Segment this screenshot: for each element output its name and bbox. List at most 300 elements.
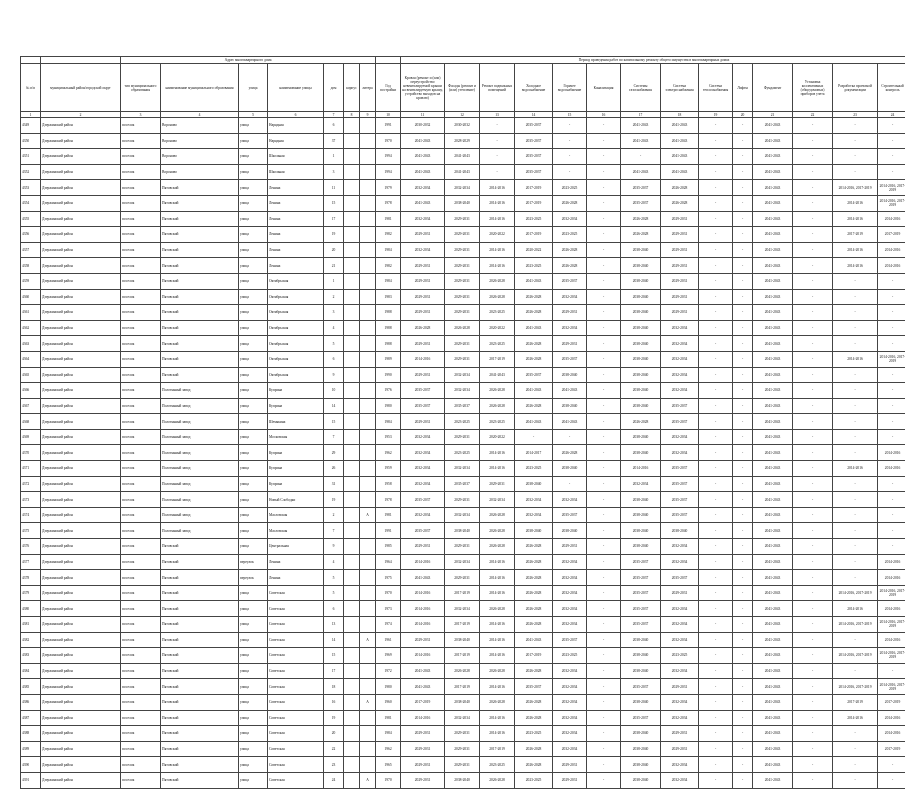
- cell-year: 1984: [376, 414, 401, 430]
- cell-c16: -: [587, 757, 621, 773]
- cell-c21: 2041-2043: [753, 242, 793, 258]
- cell-c12: 2017-2019: [445, 679, 480, 695]
- cell-c21: 2041-2043: [753, 601, 793, 617]
- cell-lit: [360, 320, 376, 336]
- cell-korp: [344, 601, 360, 617]
- cell-lit: [360, 414, 376, 430]
- cell-mname: Пятовский: [161, 679, 239, 695]
- cell-house: 19: [324, 710, 344, 726]
- cell-year: 1980: [376, 679, 401, 695]
- cell-c19: -: [699, 258, 733, 274]
- cell-c19: -: [699, 772, 733, 788]
- cell-street: Масловская: [268, 523, 324, 539]
- cell-c20: -: [733, 227, 753, 243]
- cell-mname: Пятовский: [161, 757, 239, 773]
- cell-c14: -: [515, 429, 553, 445]
- cell-c14: 2026-2028: [515, 601, 553, 617]
- cell-c12: 2029-2031: [445, 305, 480, 321]
- cell-c17: 2035-2037: [621, 710, 661, 726]
- cell-c24: -: [878, 149, 905, 165]
- cell-c21: 2041-2043: [753, 632, 793, 648]
- cell-district: Дзержинский район: [41, 663, 121, 679]
- cell-lit: [360, 118, 376, 134]
- cell-mtype: поселок: [121, 398, 161, 414]
- cell-c20: -: [733, 601, 753, 617]
- cell-korp: [344, 445, 360, 461]
- cell-c19: -: [699, 305, 733, 321]
- cell-c14: 2026-2028: [515, 539, 553, 555]
- cell-c22: -: [793, 351, 833, 367]
- table-row: [21, 648, 905, 664]
- cell-c18: 2029-2031: [661, 211, 699, 227]
- cell-house: 9: [324, 367, 344, 383]
- cell-c17: 2038-2040: [621, 757, 661, 773]
- cell-c24: -: [878, 289, 905, 305]
- cell-district: Дзержинский район: [41, 118, 121, 134]
- cell-korp: [344, 336, 360, 352]
- cell-house: 24: [324, 772, 344, 788]
- cell-c15: 2032-2034: [553, 289, 587, 305]
- cell-c20: -: [733, 118, 753, 134]
- cell-c11: 2041-2043: [401, 133, 445, 149]
- cell-c20: -: [733, 679, 753, 695]
- table-row: [21, 305, 905, 321]
- cell-c17: 2038-2040: [621, 242, 661, 258]
- cell-c12: 2029-2031: [445, 351, 480, 367]
- cell-c15: 2032-2034: [553, 570, 587, 586]
- cell-c16: -: [587, 648, 621, 664]
- cell-c21: 2041-2043: [753, 539, 793, 555]
- cell-c14: 2038-2040: [515, 523, 553, 539]
- cell-c21: 2041-2043: [753, 461, 793, 477]
- cell-c16: -: [587, 227, 621, 243]
- cell-c22: -: [793, 429, 833, 445]
- cell-mname: Полотняный завод: [161, 445, 239, 461]
- cell-mname: Вороново: [161, 133, 239, 149]
- cell-house: 6: [324, 118, 344, 134]
- cell-c14: 2041-2043: [515, 320, 553, 336]
- cell-c19: -: [699, 523, 733, 539]
- cell-c13: 2014-2016: [480, 617, 515, 633]
- cell-c12: 2029-2031: [445, 336, 480, 352]
- cell-id: 4358: [21, 258, 41, 274]
- cell-mname: Пятовский: [161, 772, 239, 788]
- cell-stype: улица: [239, 648, 268, 664]
- cell-c13: 2023-2025: [480, 305, 515, 321]
- cell-c18: 2032-2034: [661, 554, 699, 570]
- cell-mname: Пятовский: [161, 585, 239, 601]
- cell-c19: -: [699, 445, 733, 461]
- cell-c13: 2014-2016: [480, 211, 515, 227]
- cell-c14: 2032-2034: [515, 492, 553, 508]
- cell-c16: -: [587, 367, 621, 383]
- cell-stype: улица: [239, 383, 268, 399]
- cell-mtype: поселок: [121, 679, 161, 695]
- cell-c20: -: [733, 710, 753, 726]
- cell-year: 1953: [376, 429, 401, 445]
- cell-lit: [360, 211, 376, 227]
- cell-street: Советская: [268, 741, 324, 757]
- column-header: муниципальный район/городской округ: [41, 64, 121, 112]
- cell-c22: -: [793, 383, 833, 399]
- cell-c18: 2029-2031: [661, 258, 699, 274]
- table-row: [21, 336, 905, 352]
- cell-c18: 2035-2037: [661, 492, 699, 508]
- table-row: [21, 242, 905, 258]
- cell-c18: 2032-2034: [661, 772, 699, 788]
- cell-c18: 2035-2037: [661, 570, 699, 586]
- cell-c23: -: [833, 507, 878, 523]
- cell-house: 26: [324, 461, 344, 477]
- cell-korp: [344, 118, 360, 134]
- cell-c15: 2029-2031: [553, 772, 587, 788]
- cell-c23: -: [833, 570, 878, 586]
- cell-mtype: поселок: [121, 461, 161, 477]
- cell-c23: -: [833, 398, 878, 414]
- column-header: Разработка проектной документации: [833, 64, 878, 112]
- cell-c11: 2032-2034: [401, 242, 445, 258]
- cell-mtype: поселок: [121, 227, 161, 243]
- cell-c18: 2026-2028: [661, 180, 699, 196]
- cell-c22: -: [793, 164, 833, 180]
- cell-c17: 2035-2037: [621, 180, 661, 196]
- table-row: [21, 133, 905, 149]
- cell-c19: -: [699, 367, 733, 383]
- cell-stype: улица: [239, 601, 268, 617]
- cell-c22: -: [793, 648, 833, 664]
- cell-c21: 2041-2043: [753, 741, 793, 757]
- cell-c17: 2038-2040: [621, 367, 661, 383]
- cell-year: 1975: [376, 570, 401, 586]
- cell-c23: -: [833, 539, 878, 555]
- cell-stype: улица: [239, 258, 268, 274]
- column-number: 4: [161, 112, 239, 118]
- cell-c22: -: [793, 118, 833, 134]
- cell-c16: -: [587, 398, 621, 414]
- cell-id: 4384: [21, 663, 41, 679]
- cell-c21: 2041-2043: [753, 211, 793, 227]
- cell-c16: -: [587, 741, 621, 757]
- cell-c17: 2038-2040: [621, 258, 661, 274]
- cell-c11: 2032-2034: [401, 211, 445, 227]
- cell-c19: -: [699, 351, 733, 367]
- cell-c21: 2041-2043: [753, 180, 793, 196]
- cell-district: Дзержинский район: [41, 398, 121, 414]
- cell-c11: 2014-2016: [401, 601, 445, 617]
- cell-c18: 2029-2031: [661, 242, 699, 258]
- cell-id: 4359: [21, 273, 41, 289]
- cell-c23: 2017-2019: [833, 227, 878, 243]
- cell-stype: улица: [239, 227, 268, 243]
- column-number: 23: [833, 112, 878, 118]
- cell-c19: -: [699, 663, 733, 679]
- cell-district: Дзержинский район: [41, 710, 121, 726]
- cell-year: 1958: [376, 476, 401, 492]
- cell-c15: 2029-2031: [553, 757, 587, 773]
- cell-korp: [344, 149, 360, 165]
- cell-c23: -: [833, 149, 878, 165]
- cell-c14: 2026-2028: [515, 757, 553, 773]
- table-row: [21, 273, 905, 289]
- cell-year: 1973: [376, 601, 401, 617]
- cell-stype: улица: [239, 710, 268, 726]
- cell-c24: 2014-2016: [878, 445, 905, 461]
- cell-mname: Пятовский: [161, 320, 239, 336]
- cell-year: 1979: [376, 180, 401, 196]
- cell-c14: 2026-2028: [515, 351, 553, 367]
- cell-lit: [360, 149, 376, 165]
- cell-c15: -: [553, 118, 587, 134]
- cell-c23: -: [833, 757, 878, 773]
- cell-street: Октябрьская: [268, 289, 324, 305]
- cell-c15: 2023-2025: [553, 227, 587, 243]
- cell-mtype: поселок: [121, 195, 161, 211]
- cell-lit: [360, 336, 376, 352]
- cell-id: 4363: [21, 336, 41, 352]
- cell-district: Дзержинский район: [41, 180, 121, 196]
- cell-korp: [344, 757, 360, 773]
- cell-c18: 2032-2034: [661, 710, 699, 726]
- cell-c22: -: [793, 242, 833, 258]
- column-number: 5: [239, 112, 268, 118]
- cell-c18: 2032-2034: [661, 351, 699, 367]
- cell-c16: -: [587, 726, 621, 742]
- cell-c20: -: [733, 414, 753, 430]
- cell-c24: 2014-2016, 2017-2019: [878, 180, 905, 196]
- cell-c14: 2023-2025: [515, 726, 553, 742]
- cell-year: 1972: [376, 663, 401, 679]
- cell-c21: 2041-2043: [753, 492, 793, 508]
- cell-c13: 2026-2028: [480, 601, 515, 617]
- cell-korp: [344, 133, 360, 149]
- cell-mname: Пятовский: [161, 336, 239, 352]
- cell-c21: 2041-2043: [753, 336, 793, 352]
- cell-c15: 2026-2028: [553, 445, 587, 461]
- cell-house: 23: [324, 757, 344, 773]
- cell-year: 1989: [376, 351, 401, 367]
- cell-c18: 2032-2034: [661, 601, 699, 617]
- cell-c15: 2032-2034: [553, 679, 587, 695]
- cell-c16: -: [587, 258, 621, 274]
- column-number: 7: [324, 112, 344, 118]
- cell-district: Дзержинский район: [41, 570, 121, 586]
- cell-c13: 2026-2028: [480, 523, 515, 539]
- table-row: [21, 118, 905, 134]
- cell-c14: 2026-2028: [515, 305, 553, 321]
- cell-c23: 2014-2016: [833, 710, 878, 726]
- cell-district: Дзержинский район: [41, 242, 121, 258]
- cell-c18: 2035-2037: [661, 414, 699, 430]
- cell-c14: 2023-2025: [515, 211, 553, 227]
- cell-street: Нарядная: [268, 133, 324, 149]
- cell-korp: [344, 772, 360, 788]
- cell-district: Дзержинский район: [41, 211, 121, 227]
- table-row: [21, 554, 905, 570]
- cell-street: Октябрьская: [268, 367, 324, 383]
- cell-c20: -: [733, 507, 753, 523]
- cell-id: 4390: [21, 757, 41, 773]
- cell-c18: 2029-2031: [661, 305, 699, 321]
- cell-mtype: поселок: [121, 539, 161, 555]
- table-row: [21, 289, 905, 305]
- cell-c24: 2014-2016: [878, 554, 905, 570]
- cell-c17: 2038-2040: [621, 632, 661, 648]
- cell-stype: улица: [239, 523, 268, 539]
- cell-c21: 2041-2043: [753, 726, 793, 742]
- cell-c12: 2029-2031: [445, 492, 480, 508]
- cell-house: 22: [324, 741, 344, 757]
- cell-c22: -: [793, 414, 833, 430]
- cell-mname: Пятовский: [161, 601, 239, 617]
- cell-c16: -: [587, 414, 621, 430]
- cell-c16: -: [587, 617, 621, 633]
- cell-house: 18: [324, 679, 344, 695]
- cell-house: 20: [324, 726, 344, 742]
- column-number: 1: [21, 112, 41, 118]
- cell-id: 4386: [21, 694, 41, 710]
- cell-district: Дзержинский район: [41, 414, 121, 430]
- cell-c11: 2014-2016: [401, 585, 445, 601]
- cell-c23: 2014-2016: [833, 211, 878, 227]
- cell-c22: -: [793, 617, 833, 633]
- cell-c14: 2026-2028: [515, 398, 553, 414]
- table-row: [21, 180, 905, 196]
- cell-c19: -: [699, 227, 733, 243]
- cell-korp: [344, 398, 360, 414]
- cell-house: 19: [324, 227, 344, 243]
- cell-c24: 2014-2016, 2017-2019: [878, 617, 905, 633]
- cell-mtype: поселок: [121, 507, 161, 523]
- cell-c22: -: [793, 273, 833, 289]
- cell-c20: -: [733, 383, 753, 399]
- cell-c14: 2041-2043: [515, 273, 553, 289]
- cell-c13: 2026-2028: [480, 398, 515, 414]
- cell-c12: 2035-2037: [445, 476, 480, 492]
- cell-year: 1991: [376, 523, 401, 539]
- cell-c17: 2038-2040: [621, 336, 661, 352]
- cell-lit: А: [360, 772, 376, 788]
- cell-c22: -: [793, 305, 833, 321]
- cell-c11: 2041-2043: [401, 149, 445, 165]
- cell-c12: 2038-2040: [445, 523, 480, 539]
- cell-mname: Вороново: [161, 164, 239, 180]
- cell-c15: -: [553, 429, 587, 445]
- header-group-blank: [21, 57, 41, 64]
- cell-c11: 2029-2031: [401, 772, 445, 788]
- cell-c24: -: [878, 320, 905, 336]
- cell-c11: 2014-2016: [401, 617, 445, 633]
- cell-c14: 2041-2043: [515, 632, 553, 648]
- cell-mname: Пятовский: [161, 539, 239, 555]
- cell-c14: 2026-2028: [515, 663, 553, 679]
- cell-mname: Пятовский: [161, 242, 239, 258]
- cell-c14: 2026-2028: [515, 710, 553, 726]
- cell-year: 1984: [376, 726, 401, 742]
- cell-c22: -: [793, 149, 833, 165]
- cell-c22: -: [793, 211, 833, 227]
- cell-mname: Пятовский: [161, 367, 239, 383]
- cell-district: Дзержинский район: [41, 367, 121, 383]
- cell-lit: [360, 305, 376, 321]
- cell-id: 4387: [21, 710, 41, 726]
- cell-lit: [360, 663, 376, 679]
- cell-id: 4350: [21, 133, 41, 149]
- cell-house: 5: [324, 585, 344, 601]
- cell-korp: [344, 585, 360, 601]
- cell-stype: улица: [239, 414, 268, 430]
- cell-district: Дзержинский район: [41, 523, 121, 539]
- table-row: [21, 211, 905, 227]
- cell-c16: -: [587, 585, 621, 601]
- cell-c24: 2017-2019: [878, 227, 905, 243]
- cell-c16: -: [587, 242, 621, 258]
- cell-c11: 2029-2031: [401, 227, 445, 243]
- cell-c20: -: [733, 164, 753, 180]
- cell-korp: [344, 570, 360, 586]
- cell-c14: 2017-2019: [515, 227, 553, 243]
- cell-house: 16: [324, 694, 344, 710]
- cell-mtype: поселок: [121, 118, 161, 134]
- cell-id: 4376: [21, 539, 41, 555]
- cell-c21: 2041-2043: [753, 617, 793, 633]
- cell-mname: Полотняный завод: [161, 383, 239, 399]
- cell-street: Советская: [268, 585, 324, 601]
- cell-c13: 2023-2025: [480, 414, 515, 430]
- cell-id: 4351: [21, 149, 41, 165]
- cell-district: Дзержинский район: [41, 320, 121, 336]
- cell-c12: 2029-2031: [445, 273, 480, 289]
- cell-c13: 2026-2028: [480, 383, 515, 399]
- cell-c12: 2032-2034: [445, 180, 480, 196]
- cell-c13: 2032-2034: [480, 492, 515, 508]
- cell-district: Дзержинский район: [41, 585, 121, 601]
- cell-c13: 2014-2016: [480, 585, 515, 601]
- table-row: [21, 523, 905, 539]
- cell-stype: улица: [239, 242, 268, 258]
- cell-c21: 2041-2043: [753, 710, 793, 726]
- cell-year: 1991: [376, 118, 401, 134]
- cell-c11: 2026-2028: [401, 320, 445, 336]
- cell-district: Дзержинский район: [41, 273, 121, 289]
- cell-c24: 2014-2016, 2017-2019: [878, 679, 905, 695]
- cell-c20: -: [733, 429, 753, 445]
- cell-mname: Пятовский: [161, 227, 239, 243]
- column-number: 20: [733, 112, 753, 118]
- cell-district: Дзержинский район: [41, 195, 121, 211]
- cell-mtype: поселок: [121, 585, 161, 601]
- cell-street: Ленина: [268, 180, 324, 196]
- cell-c21: 2041-2043: [753, 476, 793, 492]
- cell-c13: 2026-2028: [480, 539, 515, 555]
- cell-c20: -: [733, 492, 753, 508]
- cell-c11: 2029-2031: [401, 726, 445, 742]
- table-row: [21, 476, 905, 492]
- cell-c23: -: [833, 133, 878, 149]
- cell-mname: Пятовский: [161, 710, 239, 726]
- table-row: [21, 351, 905, 367]
- cell-korp: [344, 461, 360, 477]
- cell-year: 1970: [376, 585, 401, 601]
- cell-c15: 2041-2043: [553, 414, 587, 430]
- cell-c11: 2032-2034: [401, 461, 445, 477]
- cell-c16: -: [587, 149, 621, 165]
- cell-lit: [360, 180, 376, 196]
- cell-stype: улица: [239, 305, 268, 321]
- cell-street: Московская: [268, 429, 324, 445]
- cell-c12: 2032-2034: [445, 710, 480, 726]
- cell-c11: 2041-2043: [401, 195, 445, 211]
- cell-c14: 2026-2028: [515, 289, 553, 305]
